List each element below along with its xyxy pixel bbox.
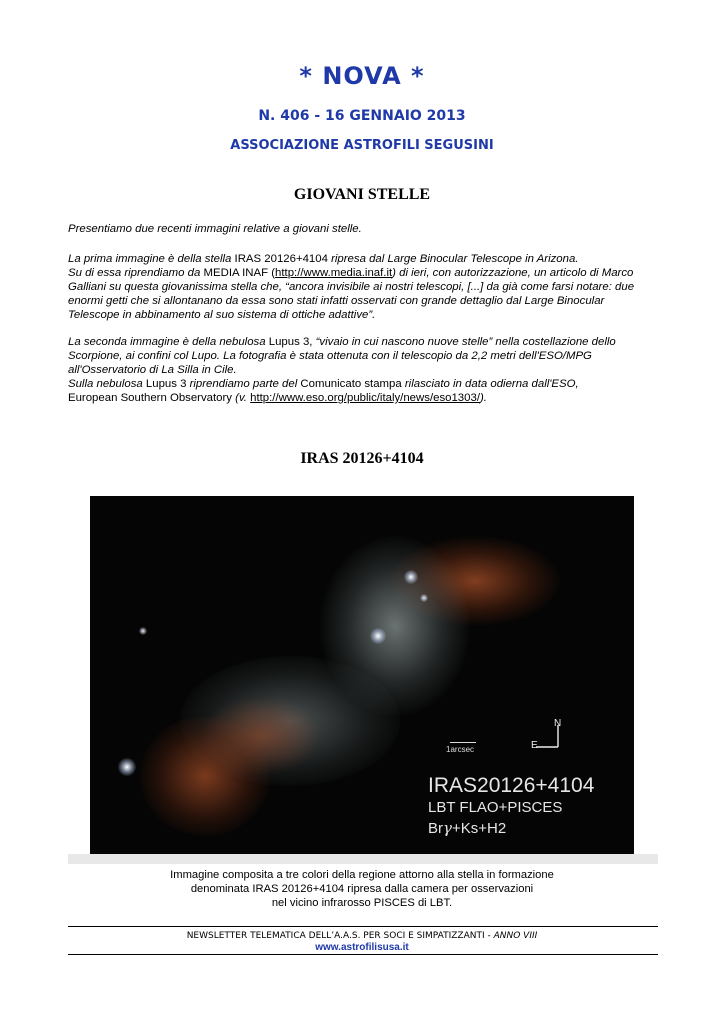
compass-north-label: N: [554, 718, 562, 729]
footer-year: ANNO VIII: [493, 931, 538, 941]
text: IRAS 20126+4104: [231, 253, 332, 265]
scale-line: [450, 742, 476, 743]
footer-divider: [68, 926, 658, 927]
photo-object-name: IRAS20126+4104: [428, 774, 595, 797]
text: La prima immagine è della stella: [68, 253, 232, 265]
text: La seconda immagine è della nebulosa: [68, 336, 266, 348]
text: ).: [479, 392, 487, 404]
footer-text: NEWSLETTER TELEMATICA DELL’A.A.S. PER SOCI E SIMPATIZZANTI -: [186, 931, 494, 941]
footer: [0, 930, 724, 954]
newsletter-title: * NOVA *: [299, 62, 425, 90]
text: Lupus 3,: [265, 336, 316, 348]
article-heading: GIOVANI STELLE: [293, 186, 431, 203]
footer-url-link[interactable]: www.astrofilisusa.it: [315, 942, 409, 953]
association-name: ASSOCIAZIONE ASTROFILI SEGUSINI: [230, 138, 494, 153]
text: ripresa dal Large Binocular Telescope in Arizona.: [331, 253, 579, 265]
text: Br: [428, 820, 443, 837]
nebula-glow: [200, 696, 320, 776]
star: [404, 570, 418, 584]
footer-divider: [68, 954, 658, 955]
text: Lupus 3: [142, 378, 190, 390]
text: riprendiamo parte del: [189, 378, 298, 390]
caption-line: nel vicino infrarosso PISCES di LBT.: [271, 897, 453, 909]
astronomy-photo: [90, 496, 634, 854]
star: [118, 758, 136, 776]
paragraph-2: [68, 335, 658, 405]
text: Comunicato stampa: [297, 378, 405, 390]
text: MEDIA INAF (: [200, 267, 276, 279]
text: Sulla nebulosa: [68, 378, 143, 390]
photo-caption: [0, 868, 724, 910]
text: γ: [443, 819, 452, 837]
text: Su di essa riprendiamo da: [68, 267, 201, 279]
photo-telescope: LBT FLAO+PISCES: [428, 799, 563, 816]
photo-frame-strip: [68, 854, 658, 864]
caption-line: denominata IRAS 20126+4104 ripresa dalla camera per osservazioni: [190, 883, 534, 895]
star: [139, 627, 147, 635]
star: [420, 594, 428, 602]
caption-line: Immagine composita a tre colori della regione attorno alla stella in formazione: [170, 869, 554, 881]
photo-filters: [428, 818, 594, 839]
text: +Ks+H2: [451, 820, 507, 837]
compass-east-label: E: [531, 740, 538, 751]
intro-paragraph: Presentiamo due recenti immagini relative a giovani stelle.: [68, 223, 362, 235]
scale-label: 1arcsec: [446, 745, 475, 754]
paragraph-1: [68, 252, 658, 322]
text: ) di ieri, con autorizzazione, un articolo di Marco Galliani su questa giovanissima stella che, “ancora invisibile ai nostri telescopi, [...] da già come farsi notare: due enormi getti che si allontanano da essa sono stati infatti osservati con grande dettaglio dal Large Binocular Telescope in abbinamento al suo sistema di ottiche adattive”.: [68, 267, 635, 321]
photo-label-panel: [428, 774, 594, 839]
issue-number: N. 406 - 16 GENNAIO 2013: [258, 108, 466, 124]
star: [370, 628, 386, 644]
scale-bar: [446, 742, 476, 754]
text: (v.: [232, 392, 251, 404]
text: European Southern Observatory: [68, 392, 232, 404]
text: “vivaio in cui nascono nuove stelle” nella costellazione dello Scorpione, ai confini col Lupo. La fotografia è stata ottenuta con il telescopio da 2,2 metri dell'ESO/MPG all'Osservatorio di La Silla in Cile.: [68, 336, 616, 376]
text: rilasciato in data odierna dall'ESO,: [404, 378, 579, 390]
media-inaf-link[interactable]: http://www.media.inaf.it: [275, 267, 393, 279]
eso-link[interactable]: http://www.eso.org/public/italy/news/eso1303/: [250, 392, 480, 404]
section-heading: IRAS 20126+4104: [300, 450, 424, 467]
